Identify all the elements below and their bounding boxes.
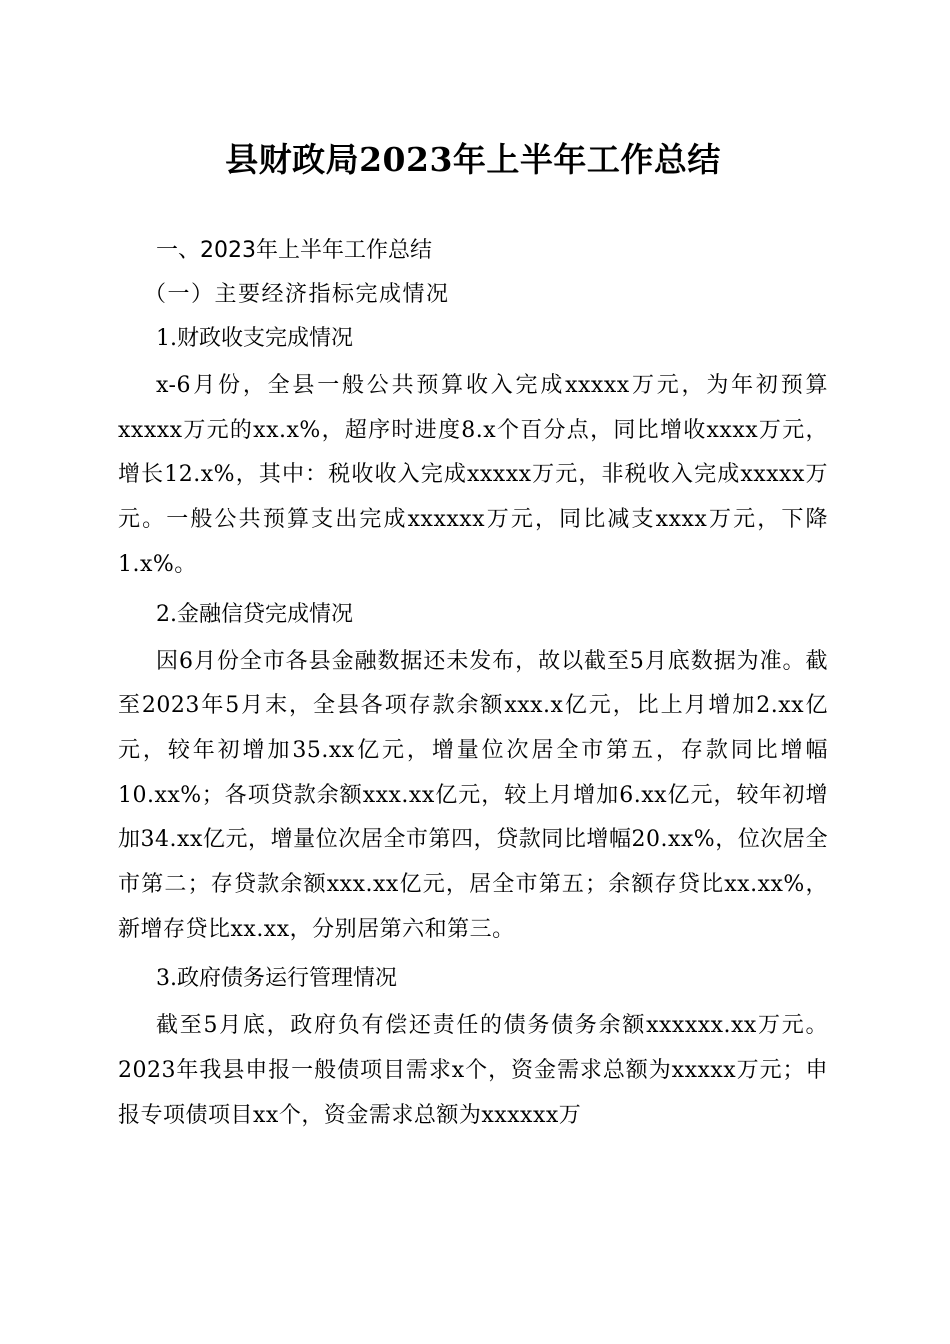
paragraph-fiscal: x-6月份，全县一般公共预算收入完成xxxxx万元，为年初预算xxxxx万元的xx.x%，超序时进度8.x个百分点，同比增收xxxx万元，增长12.x%，其中：税收收入完成xxxxx万元，非税收入完成xxxxx万元。一般公共预算支出完成xxxxxx万元，同比减支xxxx万元，下降1.x%。 [118, 373, 828, 577]
paragraph-finance: 因6月份全市各县金融数据还未发布，故以截至5月底数据为准。截至2023年5月末，全县各项存款余额xxx.x亿元，比上月增加2.xx亿元，较年初增加35.xx亿元，增量位次居全市第五，存款同比增幅10.xx%；各项贷款余额xxx.xx亿元，较上月增加6.xx亿元，较年初增加34.xx亿元，增量位次居全市第四，贷款同比增幅20.xx%，位次居全市第二；存贷款余额xxx.xx亿元，居全市第五；余额存贷比xx.xx%，新增存贷比xx.xx，分别居第六和第三。 [118, 648, 828, 942]
item-heading-debt: 3.政府债务运行管理情况 [156, 966, 397, 992]
subsection-heading: （一）主要经济指标完成情况 [144, 282, 450, 307]
document-title: 县财政局2023年上半年工作总结 [225, 140, 721, 179]
section-heading: 一、2023年上半年工作总结 [156, 238, 432, 263]
item-heading-finance: 2.金融信贷完成情况 [156, 601, 353, 627]
paragraph-debt: 截至5月底，政府负有偿还责任的债务债务余额xxxxxx.xx万元。2023年我县申报一般债项目需求x个，资金需求总额为xxxxx万元；申报专项债项目xx个，资金需求总额为xxxxxx万 [118, 1013, 828, 1128]
item-heading-fiscal: 1.财政收支完成情况 [156, 326, 353, 351]
